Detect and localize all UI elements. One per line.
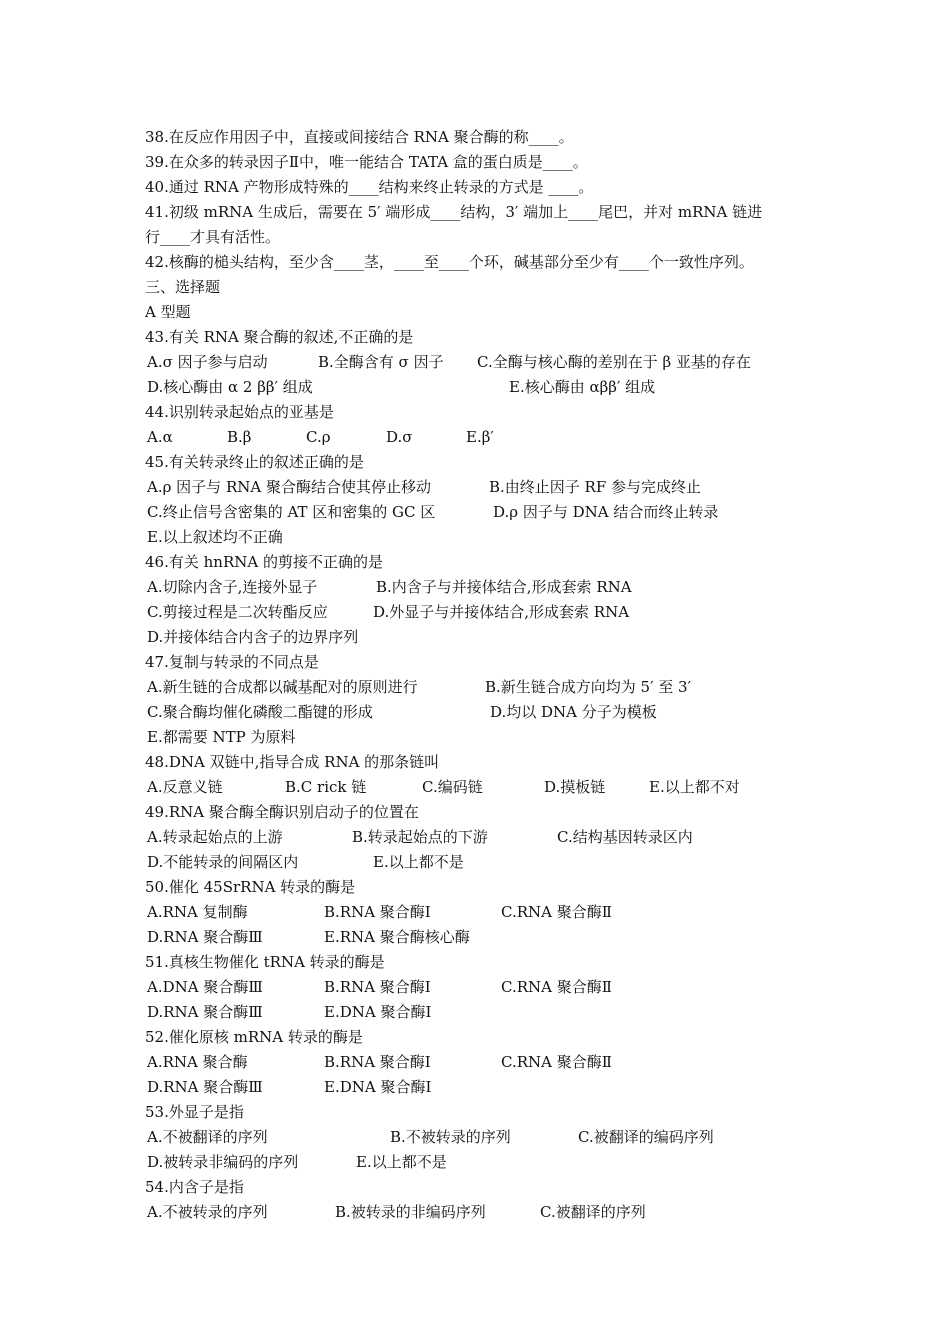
question-41: 41.初级 mRNA 生成后，需要在 5′ 端形成____结构，3′ 端加上____尾巴，并对 mRNA 链进 <box>145 203 763 221</box>
question-54-stem: 54.内含子是指 <box>145 1178 244 1196</box>
option: C.ρ <box>306 428 331 446</box>
option: A.RNA 聚合酶 <box>147 1053 248 1071</box>
option: E.DNA 聚合酶Ⅰ <box>324 1003 432 1021</box>
question-48-options <box>145 775 825 800</box>
option: D.不能转录的间隔区内 <box>147 853 299 871</box>
question-49-options <box>145 825 825 850</box>
question-46-options <box>145 600 825 625</box>
question-45-options <box>145 525 825 550</box>
option: D.外显子与并接体结合,形成套索 RNA <box>373 603 630 621</box>
option: E.RNA 聚合酶核心酶 <box>324 928 470 946</box>
option: A.DNA 聚合酶Ⅲ <box>147 978 263 996</box>
question-42: 42.核酶的槌头结构，至少含____茎，____至____个环，碱基部分至少有____个一致性序列。 <box>145 253 754 271</box>
option: E.以上都不对 <box>649 778 740 796</box>
question-39: 39.在众多的转录因子Ⅱ中，唯一能结合 TATA 盒的蛋白质是____。 <box>145 153 588 171</box>
section-heading: 三、选择题 <box>145 278 221 296</box>
option: B.RNA 聚合酶Ⅰ <box>324 903 431 921</box>
question-47-options <box>145 725 825 750</box>
option: C.被翻译的序列 <box>540 1203 646 1221</box>
option: C.RNA 聚合酶Ⅱ <box>501 1053 612 1071</box>
option: A.新生链的合成都以碱基配对的原则进行 <box>147 678 418 696</box>
option: A.α <box>147 428 173 446</box>
option: D.ρ 因子与 DNA 结合而终止转录 <box>493 503 719 521</box>
question-54-options <box>145 1200 825 1225</box>
question-40: 40.通过 RNA 产物形成特殊的____结构来终止转录的方式是 ____。 <box>145 178 594 196</box>
question-51-stem: 51.真核生物催化 tRNA 转录的酶是 <box>145 953 385 971</box>
option: A.不被转录的序列 <box>147 1203 268 1221</box>
question-43-options <box>145 375 825 400</box>
option: B.新生链合成方向均为 5′ 至 3′ <box>485 678 691 696</box>
question-38: 38.在反应作用因子中，直接或间接结合 RNA 聚合酶的称____。 <box>145 128 574 146</box>
option: D.核心酶由 α 2 ββ′ 组成 <box>147 378 313 396</box>
option: D.摸板链 <box>544 778 606 796</box>
option: B.β <box>227 428 252 446</box>
option: B.转录起始点的下游 <box>352 828 488 846</box>
option: A.切除内含子,连接外显子 <box>147 578 318 596</box>
option: E.以上叙述均不正确 <box>147 528 283 546</box>
option: A.不被翻译的序列 <box>147 1128 268 1146</box>
question-46-stem: 46.有关 hnRNA 的剪接不正确的是 <box>145 553 383 571</box>
option: D.RNA 聚合酶Ⅲ <box>147 1003 263 1021</box>
option: C.终止信号含密集的 AT 区和密集的 GC 区 <box>147 503 436 521</box>
document-page <box>145 125 825 1225</box>
question-52-options <box>145 1075 825 1100</box>
question-46-options <box>145 625 825 650</box>
question-51-options <box>145 975 825 1000</box>
question-47-options <box>145 700 825 725</box>
option: C.聚合酶均催化磷酸二酯键的形成 <box>147 703 373 721</box>
question-50-options <box>145 925 825 950</box>
option: A.转录起始点的上游 <box>147 828 283 846</box>
option: B.RNA 聚合酶Ⅰ <box>324 1053 431 1071</box>
question-44-stem: 44.识别转录起始点的亚基是 <box>145 403 334 421</box>
question-53-options <box>145 1125 825 1150</box>
option: B.被转录的非编码序列 <box>335 1203 486 1221</box>
question-47-stem: 47.复制与转录的不同点是 <box>145 653 319 671</box>
option: C.编码链 <box>422 778 483 796</box>
question-52-options <box>145 1050 825 1075</box>
question-45-options <box>145 500 825 525</box>
option: B.不被转录的序列 <box>390 1128 511 1146</box>
question-52-stem: 52.催化原核 mRNA 转录的酶是 <box>145 1028 363 1046</box>
option: C.RNA 聚合酶Ⅱ <box>501 903 612 921</box>
question-50-options <box>145 900 825 925</box>
question-49-options <box>145 850 825 875</box>
option: B.RNA 聚合酶Ⅰ <box>324 978 431 996</box>
question-43-stem: 43.有关 RNA 聚合酶的叙述,不正确的是 <box>145 328 414 346</box>
option: C.结构基因转录区内 <box>557 828 693 846</box>
option: A.反意义链 <box>147 778 223 796</box>
option: D.RNA 聚合酶Ⅲ <box>147 1078 263 1096</box>
option: E.DNA 聚合酶Ⅰ <box>324 1078 432 1096</box>
option: E.β′ <box>466 428 494 446</box>
question-53-options <box>145 1150 825 1175</box>
option: D.σ <box>386 428 413 446</box>
question-50-stem: 50.催化 45SrRNA 转录的酶是 <box>145 878 356 896</box>
option: D.RNA 聚合酶Ⅲ <box>147 928 263 946</box>
option: E.以上都不是 <box>356 1153 447 1171</box>
question-43-options <box>145 350 825 375</box>
option: E.都需要 NTP 为原料 <box>147 728 296 746</box>
question-47-options <box>145 675 825 700</box>
option: D.被转录非编码的序列 <box>147 1153 299 1171</box>
option: A.σ 因子参与启动 <box>147 353 268 371</box>
option: E.以上都不是 <box>373 853 464 871</box>
option: B.C rick 链 <box>285 778 367 796</box>
option: C.被翻译的编码序列 <box>578 1128 714 1146</box>
option: B.全酶含有 σ 因子 <box>318 353 444 371</box>
option: C.剪接过程是二次转酯反应 <box>147 603 328 621</box>
question-48-stem: 48.DNA 双链中,指导合成 RNA 的那条链叫 <box>145 753 440 771</box>
option: D.均以 DNA 分子为模板 <box>490 703 657 721</box>
subsection-heading: A 型题 <box>145 303 191 321</box>
option: C.全酶与核心酶的差别在于 β 亚基的存在 <box>477 353 751 371</box>
question-45-stem: 45.有关转录终止的叙述正确的是 <box>145 453 364 471</box>
question-44-options <box>145 425 825 450</box>
option: B.由终止因子 RF 参与完成终止 <box>489 478 702 496</box>
question-46-options <box>145 575 825 600</box>
option: B.内含子与并接体结合,形成套索 RNA <box>376 578 632 596</box>
option: E.核心酶由 αββ′ 组成 <box>509 378 656 396</box>
option: D.并接体结合内含子的边界序列 <box>147 628 359 646</box>
option: A.ρ 因子与 RNA 聚合酶结合使其停止移动 <box>147 478 431 496</box>
option: A.RNA 复制酶 <box>147 903 248 921</box>
question-51-options <box>145 1000 825 1025</box>
question-49-stem: 49.RNA 聚合酶全酶识别启动子的位置在 <box>145 803 419 821</box>
option: C.RNA 聚合酶Ⅱ <box>501 978 612 996</box>
question-45-options <box>145 475 825 500</box>
question-53-stem: 53.外显子是指 <box>145 1103 244 1121</box>
question-41-cont: 行____才具有活性。 <box>145 228 281 246</box>
